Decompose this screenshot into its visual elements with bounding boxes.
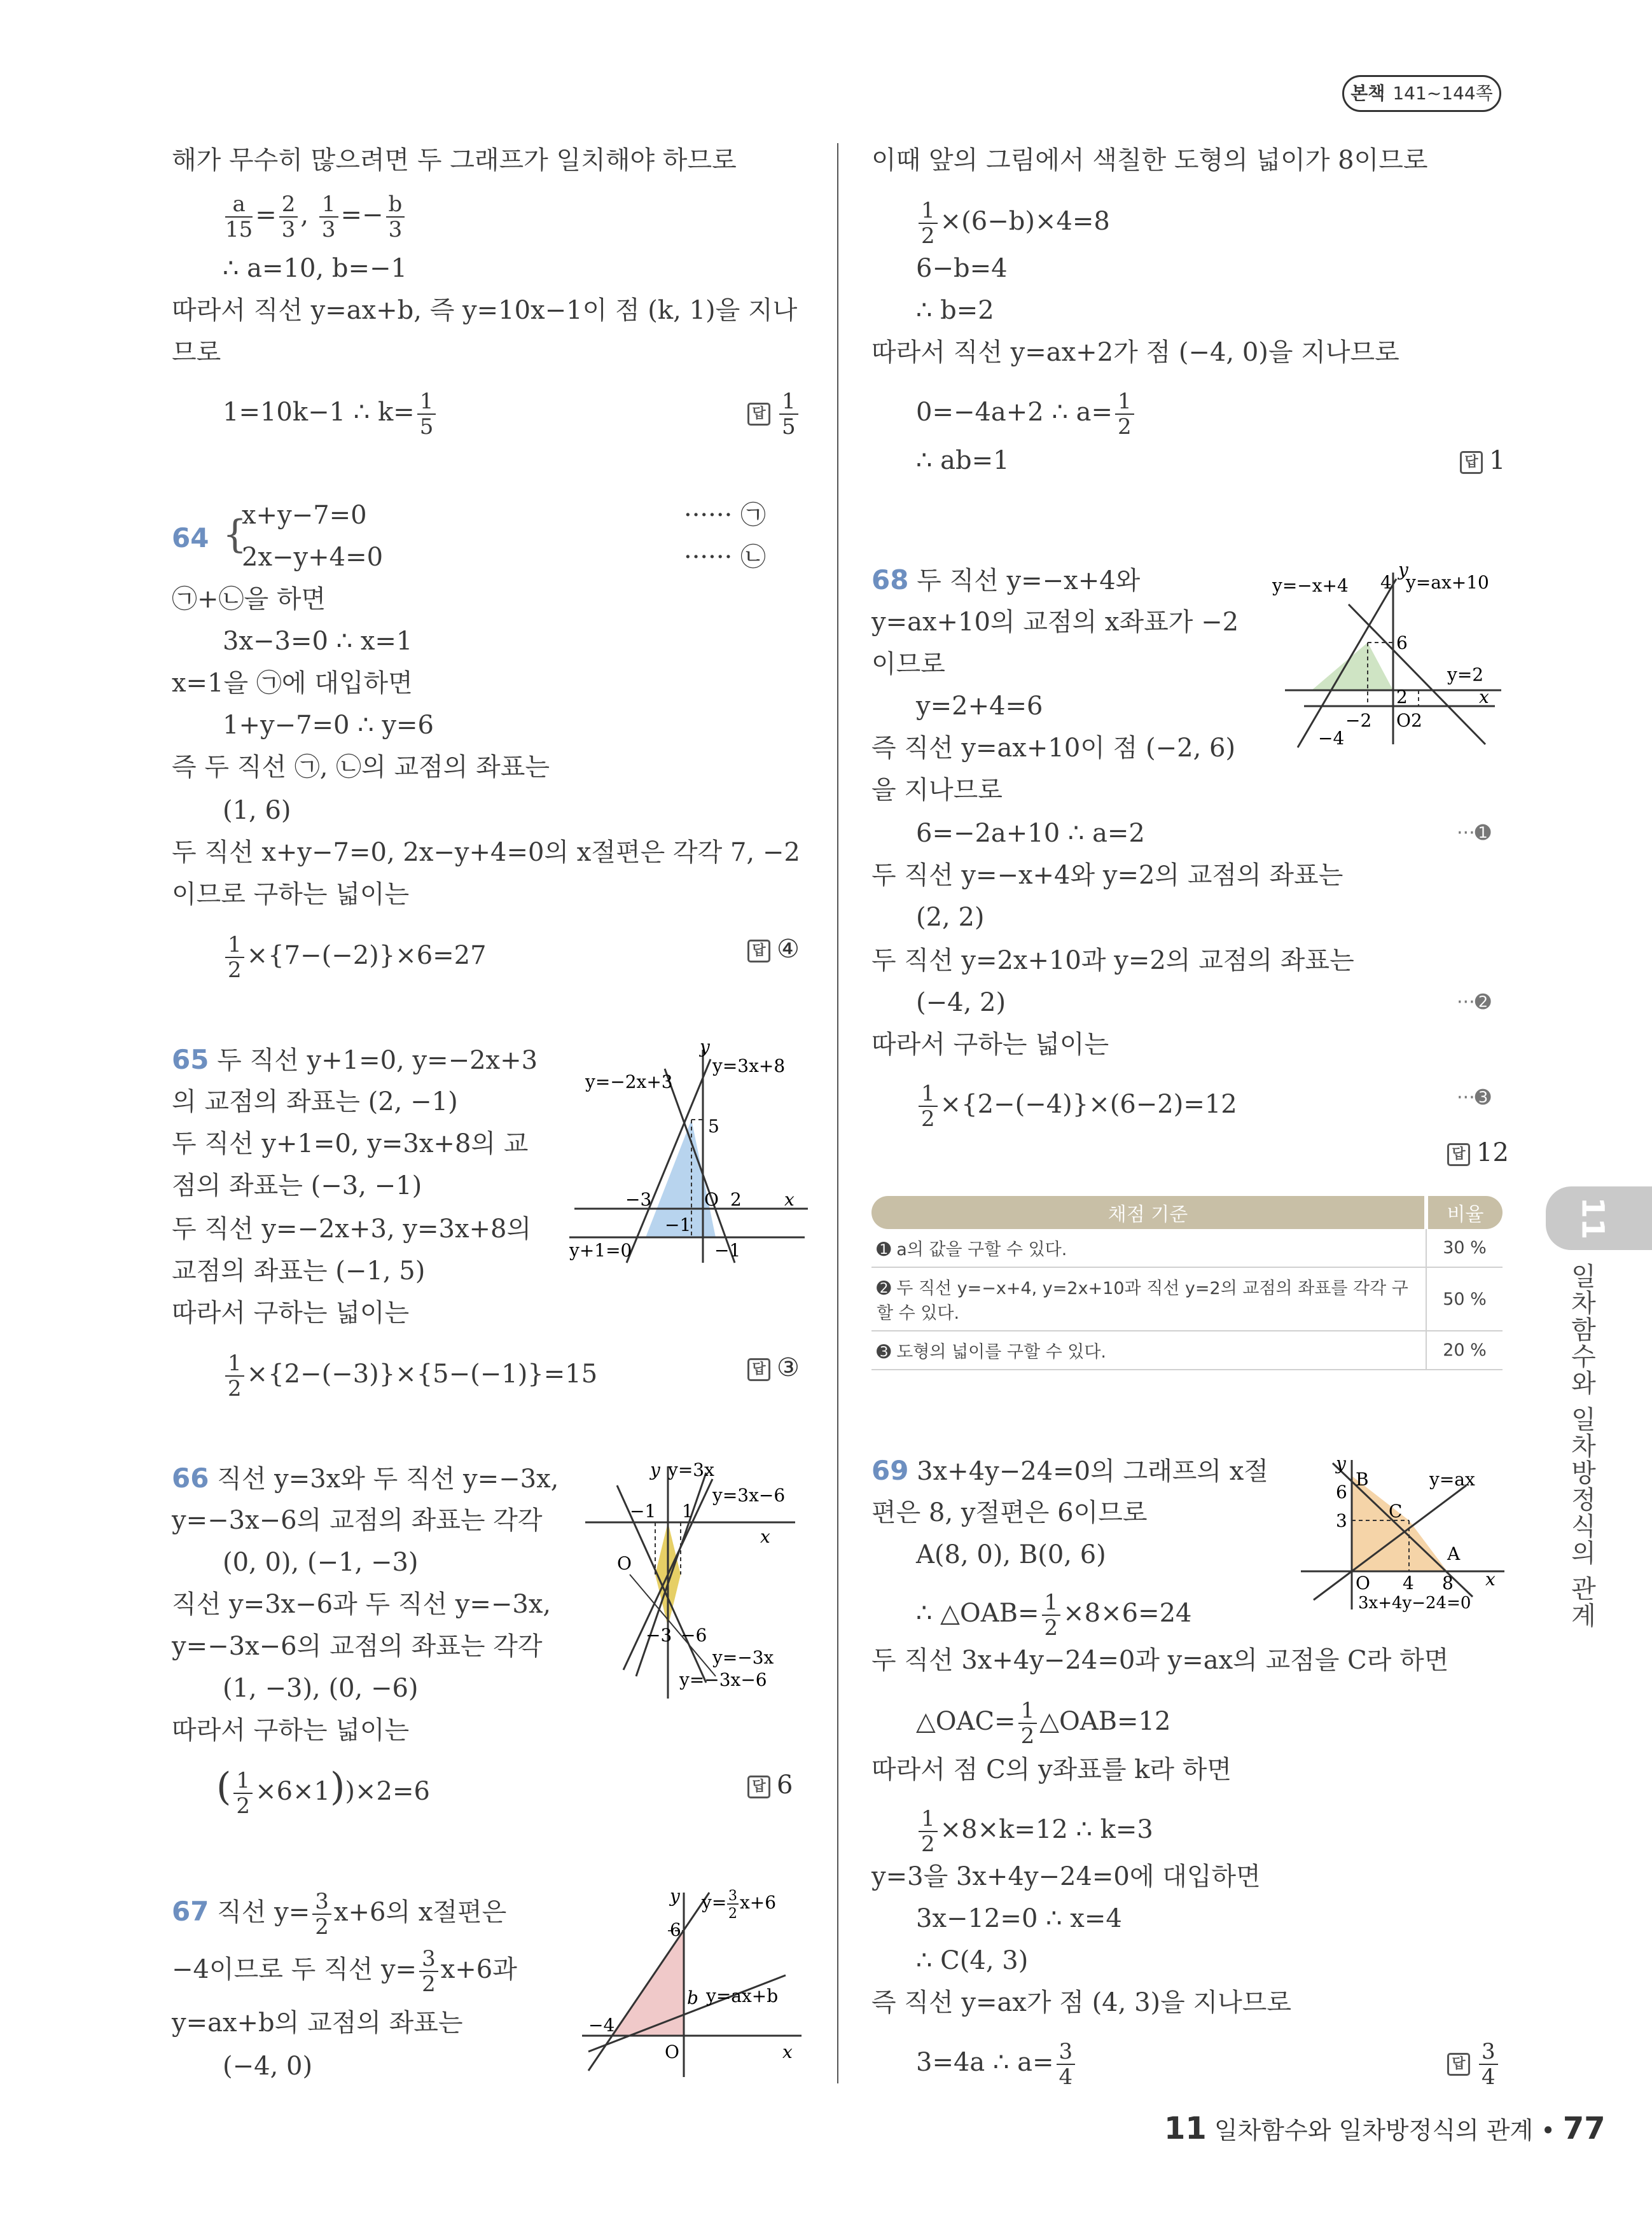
text-line: 67 직선 y= $\frac{3}{2}$ x+6의 x절편은 xyxy=(172,1889,507,1940)
chapter-tab: 11 xyxy=(1546,1186,1652,1250)
svg-text:y=: y= xyxy=(702,1892,727,1913)
text-line: 두 직선 x+y−7=0, 2x−y+4=0의 x절편은 각각 7, −2 xyxy=(172,838,800,867)
text-line: 3x−12=0 ∴ x=4 xyxy=(916,1904,1122,1933)
svg-text:x: x xyxy=(782,2041,793,2062)
equation-tag: ······ ㉡ xyxy=(684,543,767,572)
text-line: y=−3x−6의 교점의 좌표는 각각 xyxy=(172,1506,543,1535)
column-header: 비율 xyxy=(1426,1196,1503,1229)
svg-text:−1: −1 xyxy=(630,1501,656,1522)
svg-text:x: x xyxy=(760,1526,770,1547)
svg-text:b: b xyxy=(687,1987,698,2008)
table-row xyxy=(871,1331,1503,1370)
text-line: 따라서 구하는 넓이는 xyxy=(871,1030,1109,1059)
text-line: 이므로 구하는 넓이는 xyxy=(172,880,410,909)
text-line: $\frac{1}{2}$ ×8×k=12 ∴ k=3 xyxy=(916,1807,1153,1856)
problem-number: 64 xyxy=(172,522,209,553)
text-line: (2, 2) xyxy=(916,903,985,932)
text-line: 직선 y=3x−6과 두 직선 y=−3x, xyxy=(172,1590,552,1619)
svg-text:y+1=0: y+1=0 xyxy=(569,1240,632,1261)
svg-text:y=2: y=2 xyxy=(1447,664,1484,685)
text-line: y=2+4=6 xyxy=(916,692,1043,721)
percent-cell: 30 % xyxy=(1426,1229,1503,1267)
svg-text:y=ax+10: y=ax+10 xyxy=(1406,572,1489,593)
text-line: ∴ b=2 xyxy=(916,296,994,325)
column-header: 채점 기준 xyxy=(871,1196,1426,1229)
svg-text:3: 3 xyxy=(728,1888,737,1904)
text-line: 65 두 직선 y+1=0, y=−2x+3 xyxy=(172,1044,538,1075)
badge-pages: 141~144쪽 xyxy=(1392,83,1493,104)
percent-cell: 20 % xyxy=(1426,1331,1503,1370)
svg-text:y: y xyxy=(1398,560,1408,580)
text-line: 66 직선 y=3x와 두 직선 y=−3x, xyxy=(172,1463,559,1494)
text-line: 점의 좌표는 (−3, −1) xyxy=(172,1171,422,1200)
answer-64: 답 ④ xyxy=(747,933,800,966)
text-line: 의 교점의 좌표는 (2, −1) xyxy=(172,1087,458,1116)
svg-text:x+6: x+6 xyxy=(740,1892,777,1913)
svg-text:O2: O2 xyxy=(1396,710,1422,731)
graph-67 xyxy=(576,1880,811,2083)
svg-text:y=ax+b: y=ax+b xyxy=(706,1985,779,2006)
svg-text:C: C xyxy=(1389,1501,1403,1522)
text-line: 따라서 점 C의 y좌표를 k라 하면 xyxy=(871,1755,1232,1784)
chapter-side-title: 일차함수와 일차방정식의 관계 xyxy=(1567,1263,1596,1629)
text-line: ∴ a=10, b=−1 xyxy=(223,254,407,283)
text-line: 따라서 직선 y=ax+b, 즉 y=10x−1이 점 (k, 1)을 지나 xyxy=(172,296,798,325)
text-line: ∴ △OAB= $\frac{1}{2}$ ×8×6=24 xyxy=(916,1590,1192,1641)
text-line: 69 3x+4y−24=0의 그래프의 x절 xyxy=(871,1455,1268,1486)
step-marker: ···➊ xyxy=(1457,822,1491,844)
svg-text:3: 3 xyxy=(1336,1510,1347,1531)
answer-68: 답 12 xyxy=(1447,1136,1509,1169)
text-line: △OAC= $\frac{1}{2}$ △OAB=12 xyxy=(916,1698,1171,1749)
svg-text:x: x xyxy=(1479,686,1489,707)
page-number: 77 xyxy=(1562,2111,1606,2146)
text-line: (−4, 2) xyxy=(916,988,1006,1017)
text-line: (−4, 0) xyxy=(223,2052,313,2081)
text-line: (1, 6) xyxy=(223,796,291,825)
step-marker: ···➌ xyxy=(1457,1087,1491,1109)
svg-text:y=−2x+3: y=−2x+3 xyxy=(585,1071,673,1092)
svg-text:2: 2 xyxy=(1396,686,1408,707)
table-row xyxy=(871,1229,1503,1267)
text-line: x=1을 ㉠에 대입하면 xyxy=(172,669,413,698)
text-line: y=3을 3x+4y−24=0에 대입하면 xyxy=(871,1862,1261,1891)
text-line: $\frac{1}{2}$ ×{2−(−3)}×{5−(−1)}=15 xyxy=(223,1351,597,1401)
text-line: 0=−4a+2 ∴ a= $\frac{1}{2}$ xyxy=(916,389,1137,439)
text-line: 3x−3=0 ∴ x=1 xyxy=(223,627,413,656)
text-line: 1=10k−1 ∴ k= $\frac{1}{5}$ xyxy=(223,389,438,439)
text-line: (1, −3), (0, −6) xyxy=(223,1674,419,1703)
svg-text:y: y xyxy=(1336,1453,1346,1474)
text-line: ∴ C(4, 3) xyxy=(916,1946,1029,1975)
answer-65: 답 ③ xyxy=(747,1351,800,1384)
text-line: 교점의 좌표는 (−1, 5) xyxy=(172,1256,426,1286)
svg-text:4: 4 xyxy=(1403,1573,1414,1594)
svg-text:−3: −3 xyxy=(646,1625,672,1646)
equation-tag: ······ ㉠ xyxy=(684,501,767,530)
svg-text:y=−x+4: y=−x+4 xyxy=(1272,575,1349,596)
answer-63: 답 $\frac{1}{5}$ xyxy=(747,389,801,439)
svg-text:A: A xyxy=(1447,1543,1461,1564)
text-line: 3=4a ∴ a= $\frac{3}{4}$ xyxy=(916,2040,1078,2089)
text-line: ( $\frac{1}{2}$ ×6×1))×2=6 xyxy=(216,1765,430,1819)
svg-text:−1: −1 xyxy=(714,1240,741,1261)
svg-text:2: 2 xyxy=(730,1189,742,1210)
scoring-table xyxy=(871,1196,1503,1370)
svg-text:O: O xyxy=(617,1553,632,1574)
text-line: (0, 0), (−1, −3) xyxy=(223,1548,419,1577)
svg-text:−1: −1 xyxy=(665,1214,691,1235)
answer-66: 답 6 xyxy=(747,1769,793,1802)
svg-text:y=3x: y=3x xyxy=(668,1460,714,1480)
text-line: 해가 무수히 많으려면 두 그래프가 일치해야 하므로 xyxy=(172,146,737,175)
svg-text:−3: −3 xyxy=(625,1189,652,1210)
text-line: 따라서 구하는 넓이는 xyxy=(172,1298,410,1328)
text-line: 즉 두 직선 ㉠, ㉡의 교점의 좌표는 xyxy=(172,753,550,782)
svg-text:6: 6 xyxy=(1396,632,1408,653)
text-line: 두 직선 y=−2x+3, y=3x+8의 xyxy=(172,1214,532,1244)
svg-text:y: y xyxy=(670,1886,680,1907)
graph-65 xyxy=(569,1043,811,1266)
text-line: 즉 직선 y=ax가 점 (4, 3)을 지나므로 xyxy=(871,1988,1292,2017)
svg-text:3x+4y−24=0: 3x+4y−24=0 xyxy=(1358,1594,1471,1613)
brace: { xyxy=(223,512,247,557)
text-line: A(8, 0), B(0, 6) xyxy=(916,1540,1106,1569)
svg-text:x: x xyxy=(1485,1569,1496,1590)
svg-text:y: y xyxy=(650,1460,660,1480)
percent-cell: 50 % xyxy=(1426,1267,1503,1331)
svg-text:y=−3x: y=−3x xyxy=(712,1647,774,1668)
svg-text:2: 2 xyxy=(728,1906,737,1922)
text-line: 두 직선 y=2x+10과 y=2의 교점의 좌표는 xyxy=(871,946,1354,975)
text-line: 두 직선 3x+4y−24=0과 y=ax의 교점을 C라 하면 xyxy=(871,1646,1449,1675)
criteria-cell: ➌ 도형의 넓이를 구할 수 있다. xyxy=(871,1331,1426,1370)
svg-text:1: 1 xyxy=(682,1501,693,1522)
text-line: 므로 xyxy=(172,338,221,367)
step-marker: ···➋ xyxy=(1457,991,1491,1013)
svg-text:6: 6 xyxy=(670,1919,681,1940)
equation-1: x+y−7=0 xyxy=(242,501,367,530)
text-line: $\frac{a}{15}$ = $\frac{2}{3}$ , $\frac{1}{3}$ =− $\frac{b}{3}$ xyxy=(223,192,407,242)
svg-text:4: 4 xyxy=(1380,572,1392,593)
svg-text:5: 5 xyxy=(708,1116,719,1137)
svg-text:x: x xyxy=(784,1189,795,1210)
table-header xyxy=(871,1196,1503,1229)
table-row xyxy=(871,1267,1503,1331)
text-line: 이므로 xyxy=(871,650,945,679)
page-range-badge xyxy=(1342,75,1501,112)
svg-text:y: y xyxy=(700,1043,710,1057)
text-line: 6=−2a+10 ∴ a=2 xyxy=(916,819,1145,848)
criteria-cell: ➋ 두 직선 y=−x+4, y=2x+10과 직선 y=2의 교점의 좌표를 각각 구할 수 있다. xyxy=(871,1267,1426,1331)
graph-66 xyxy=(579,1460,814,1702)
svg-text:B: B xyxy=(1356,1469,1369,1490)
text-line: y=−3x−6의 교점의 좌표는 각각 xyxy=(172,1632,543,1661)
text-line: 을 지나므로 xyxy=(871,775,1003,805)
text-line: 1+y−7=0 ∴ y=6 xyxy=(223,711,434,740)
criteria-cell: ➊ a의 값을 구할 수 있다. xyxy=(871,1229,1426,1267)
svg-text:y=−3x−6: y=−3x−6 xyxy=(679,1669,767,1690)
svg-text:−4: −4 xyxy=(1318,728,1345,749)
graph-69 xyxy=(1295,1450,1511,1616)
svg-text:y=3x−6: y=3x−6 xyxy=(712,1485,786,1506)
answer-69: 답 $\frac{3}{4}$ xyxy=(1447,2040,1501,2089)
svg-text:−4: −4 xyxy=(588,2015,615,2036)
svg-text:O: O xyxy=(665,2041,679,2062)
page-footer: 11 일차함수와 일차방정식의 관계 • 77 xyxy=(1164,2111,1606,2146)
text-line: 즉 직선 y=ax+10이 점 (−2, 6) xyxy=(871,733,1236,763)
text-line: $\frac{1}{2}$ ×{2−(−4)}×(6−2)=12 xyxy=(916,1081,1237,1131)
answer-67: 답 1 xyxy=(1460,444,1505,477)
svg-text:−6: −6 xyxy=(681,1625,707,1646)
graph-68 xyxy=(1266,560,1508,757)
svg-text:O: O xyxy=(1356,1573,1370,1594)
badge-main: 본책 xyxy=(1350,83,1385,104)
text-line: −4이므로 두 직선 y= $\frac{3}{2}$ x+6과 xyxy=(172,1946,517,1997)
svg-text:y=3x+8: y=3x+8 xyxy=(712,1055,786,1076)
text-line: ㉠+㉡을 하면 xyxy=(172,585,326,614)
text-line: ∴ ab=1 xyxy=(916,446,1010,475)
text-line: 두 직선 y+1=0, y=3x+8의 교 xyxy=(172,1129,529,1158)
text-line: 편은 8, y절편은 6이므로 xyxy=(871,1498,1148,1527)
svg-text:y=ax: y=ax xyxy=(1429,1469,1475,1490)
text-line: $\frac{1}{2}$ ×{7−(−2)}×6=27 xyxy=(223,933,487,982)
text-line: 이때 앞의 그림에서 색칠한 도형의 넓이가 8이므로 xyxy=(871,146,1428,175)
column-divider xyxy=(837,143,838,2083)
text-line: $\frac{1}{2}$ ×(6−b)×4=8 xyxy=(916,198,1110,248)
text-line: 68 두 직선 y=−x+4와 xyxy=(871,564,1141,595)
text-line: y=ax+10의 교점의 x좌표가 −2 xyxy=(871,608,1239,637)
text-line: 따라서 구하는 넓이는 xyxy=(172,1716,410,1745)
svg-text:O: O xyxy=(704,1189,719,1210)
text-line: 두 직선 y=−x+4와 y=2의 교점의 좌표는 xyxy=(871,861,1343,890)
svg-text:8: 8 xyxy=(1442,1573,1454,1594)
text-line: y=ax+b의 교점의 좌표는 xyxy=(172,2008,463,2038)
svg-text:−2: −2 xyxy=(1345,710,1372,731)
text-line: 따라서 직선 y=ax+2가 점 (−4, 0)을 지나므로 xyxy=(871,338,1399,367)
svg-text:6: 6 xyxy=(1336,1482,1347,1503)
text-line: 6−b=4 xyxy=(916,254,1008,283)
equation-2: 2x−y+4=0 xyxy=(242,543,384,572)
